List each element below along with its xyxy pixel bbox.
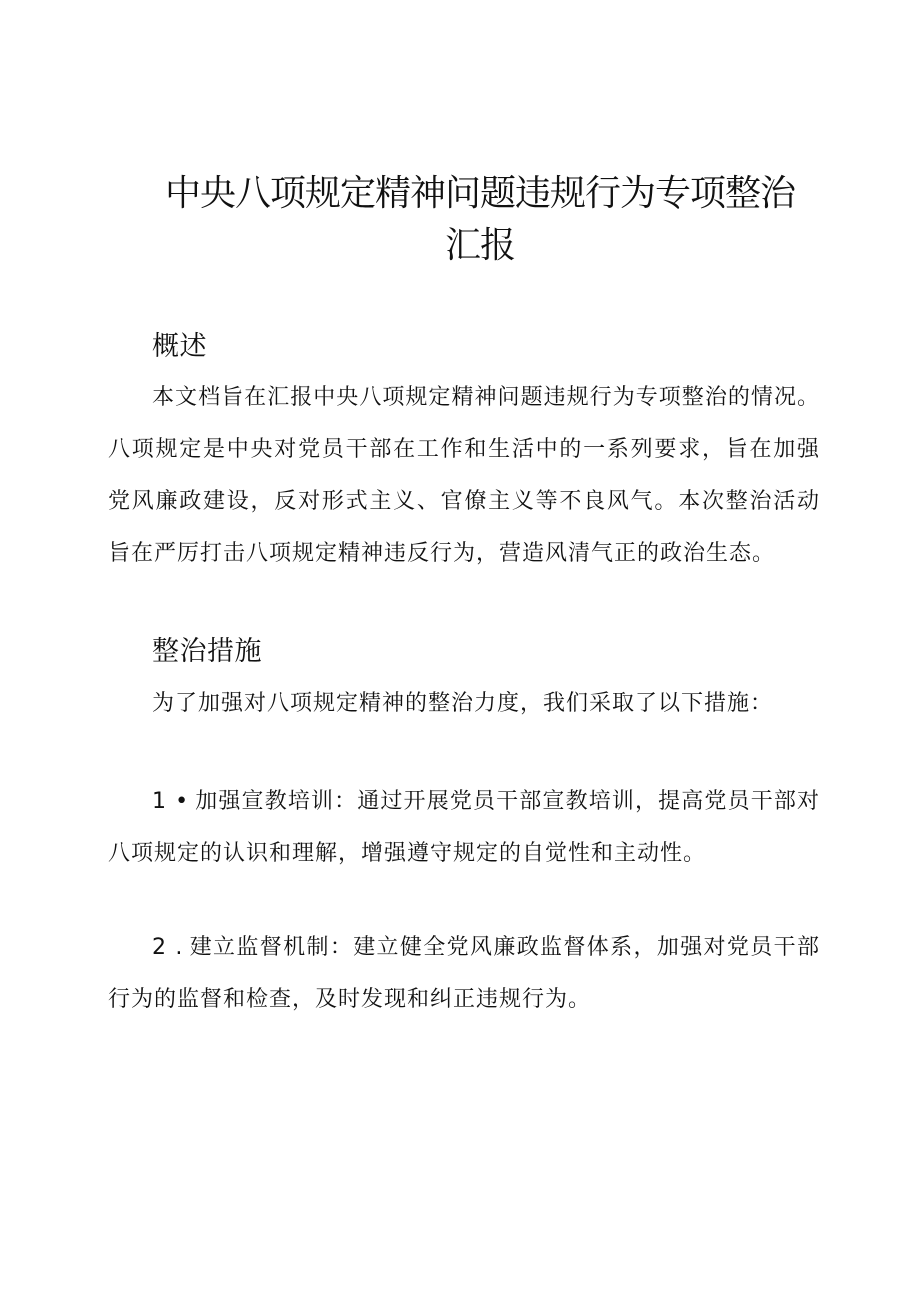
measure-item-1-text: 加强宣教培训：通过开展党员干部宣教培训，提高党员干部对八项规定的认识和理解，增强遵守规定的自觉性和主动性。 [108, 789, 820, 866]
overview-paragraph: 本文档旨在汇报中央八项规定精神问题违规行为专项整治的情况。八项规定是中央对党员干部在工作和生活中的一系列要求，旨在加强党风廉政建设，反对形式主义、官僚主义等不良风气。本次整治活动旨在严厉打击八项规定精神违反行为，营造风清气正的政治生态。 [108, 385, 820, 566]
document-title: 中央八项规定精神问题违规行为专项整治汇报 [164, 173, 795, 266]
measure-item-2 [108, 922, 820, 1026]
section-heading-overview: 概述 [152, 331, 207, 362]
measure-item-1 [108, 776, 820, 880]
measure-item-2-text: 建立监督机制：建立健全党风廉政监督体系，加强对党员干部行为的监督和检查，及时发现和纠正违规行为。 [108, 935, 820, 1012]
section-heading-measures: 整治措施 [152, 636, 262, 667]
measure-item-1-number: 1 • [152, 789, 190, 814]
measures-intro-paragraph: 为了加强对八项规定精神的整治力度，我们采取了以下措施： [152, 691, 774, 716]
measure-item-2-number: 2 . [152, 935, 184, 960]
